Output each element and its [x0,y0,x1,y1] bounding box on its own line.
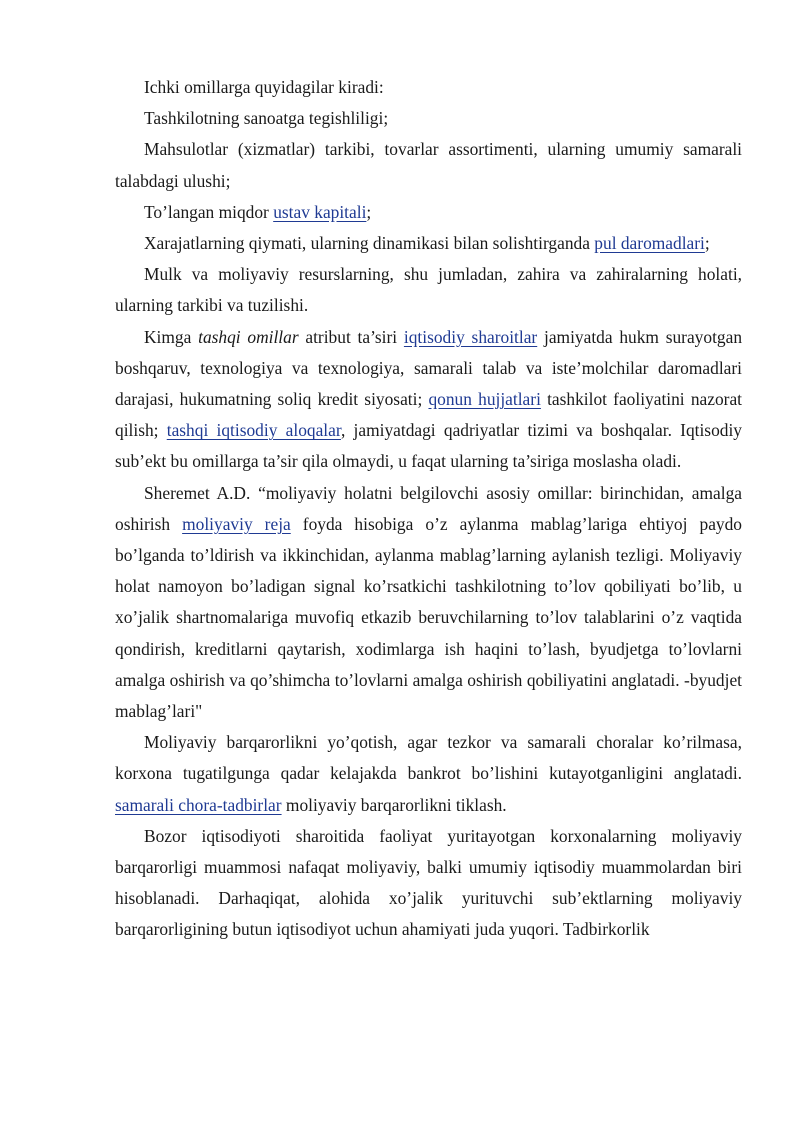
paragraph-sheremet-quote [115,478,742,728]
paragraph-text: jamiyatda hukm surayotgan boshqaruv, texnologiya va texnologiya, samarali talab va iste’molchilar daromadlari darajasi, hukumatning soliq kredit siyosati; [115,326,743,410]
paragraph-text: Moliyaviy barqarorlikni yo’qotish, agar tezkor va samarali choralar ko’rilmasa, korxona tugatilgunga qadar kelajakda bankrot bo’lishini kutayotganligini anglatadi. [115,732,742,784]
paragraph-text: Xarajatlarning qiymati, ularning dinamikasi bilan solishtirganda [144,233,595,254]
link-moliyaviy-reja[interactable]: moliyaviy reja [182,513,291,534]
link-ustav-kapitali[interactable]: ustav kapitali [273,201,367,222]
paragraph-stability-loss [115,727,742,821]
paragraph-text: Kimga [144,326,199,347]
paragraph-internal-factors-intro [115,72,742,103]
paragraph-text: To’langan miqdor [144,201,274,222]
paragraph-text: Ichki omillarga quyidagilar kiradi: [144,77,384,97]
italic-term: tashqi omillar [198,326,299,347]
paragraph-text: moliyaviy barqarorlikni tiklash. [281,794,507,815]
link-iqtisodiy-sharoitlar[interactable]: iqtisodiy sharoitlar [403,326,538,347]
link-tashqi-iqtisodiy-aloqalar[interactable]: tashqi iqtisodiy aloqalar [166,420,341,441]
paragraph-text: atribut ta’siri [298,326,404,347]
link-samarali-chora-tadbirlar[interactable]: samarali chora-tadbirlar [115,794,282,815]
paragraph-text: ; [704,233,710,254]
paragraph-text: Mulk va moliyaviy resurslarning, shu jumladan, zahira va zahiralarning holati, ularning tarkibi va tuzilishi. [115,264,742,316]
link-qonun-hujjatlari[interactable]: qonun hujjatlari [428,389,541,410]
link-pul-daromadlari[interactable]: pul daromadlari [594,233,705,254]
paragraph-text: Bozor iqtisodiyoti sharoitida faoliyat yuritayotgan korxonalarning moliyaviy barqarorligi muammosi nafaqat moliyaviy, balki umumiy iqtisodiy muammolardan biri hisoblanadi. Darhaqiqat, alohida xo’jalik yurituvchi sub’ektlarning moliyaviy barqarorligining butun iqtisodiyot uchun ahamiyati juda yuqori. Tadbirkorlik [115,825,742,940]
paragraph-text: Mahsulotlar (xizmatlar) tarkibi, tovarlar assortimenti, ularning umumiy samarali talabdagi ulushi; [115,139,742,191]
paragraph-text: , jamiyatdagi qadriyatlar tizimi va boshqalar. Iqtisodiy sub’ekt bu omillarga ta’sir qila olmaydi, u faqat ularning ta’siriga moslasha oladi. [115,420,742,472]
paragraph-authorized-capital [115,197,742,228]
paragraph-text: ; [366,201,372,222]
paragraph-property-resources [115,259,742,321]
paragraph-text: Tashkilotning sanoatga tegishliligi; [144,108,389,129]
paragraph-external-factors [115,322,742,478]
paragraph-costs [115,228,742,259]
paragraph-industry-affiliation [115,103,742,134]
paragraph-text: foyda hisobiga o’z aylanma mablag’lariga ehtiyoj paydo bo’lganda to’ldirish va ikkinchidan, aylanma mablag’larning aylanish tezligi. Moliyaviy holat namoyon bo’ladigan signal ko’rsatkichi tashkilotning to’lov qobiliyati bo’lib, u xo’jalik shartnomalariga muvofiq etkazib beruvchilarning to’lov talablarini o’z vaqtida qondirish, kreditlarni qaytarish, xodimlarga ish haqini to’lash, byudjetga to’lovlarni amalga oshirish va qo’shimcha to’lovlarni amalga oshirish qobiliyatini anglatadi. -byudjet mablag’lari" [115,513,742,722]
paragraph-text: Sheremet A.D. “moliyaviy holatni belgilovchi asosiy omillar: birinchidan, amalga oshirish [115,482,742,534]
document-page [115,72,742,946]
paragraph-market-economy [115,821,742,946]
paragraph-text: tashkilot faoliyatini nazorat qilish; [115,389,742,441]
paragraph-product-structure [115,134,742,196]
